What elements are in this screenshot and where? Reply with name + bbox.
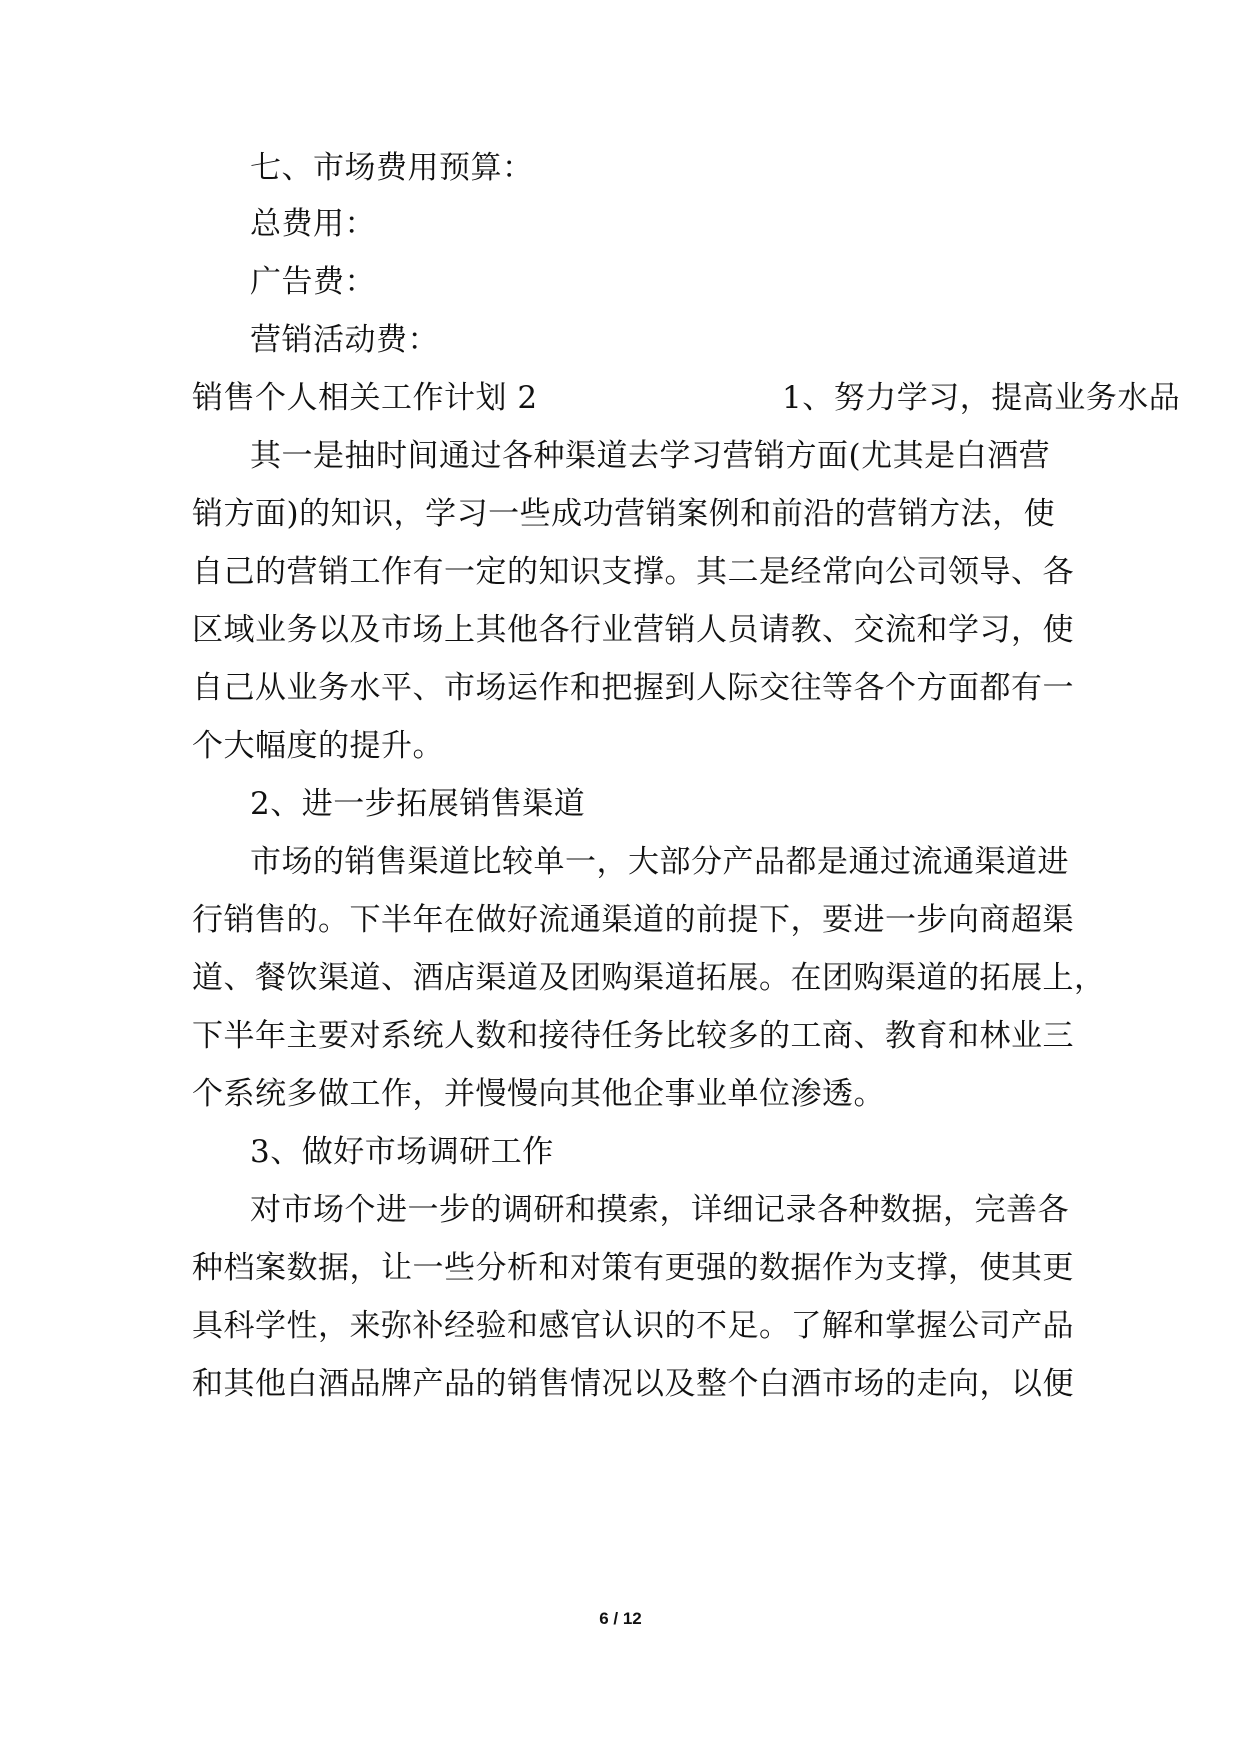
paragraph-line: 区域业务以及市场上其他各行业营销人员请教、交流和学习，使 <box>192 612 1074 648</box>
paragraph-line: 行销售的。下半年在做好流通渠道的前提下，要进一步向商超渠 <box>192 902 1074 938</box>
paragraph-line: 其一是抽时间通过各种渠道去学习营销方面(尤其是白酒营 <box>250 438 1051 474</box>
paragraph-line: 销方面)的知识，学习一些成功营销案例和前沿的营销方法，使 <box>192 496 1056 532</box>
paragraph-line: 道、餐饮渠道、酒店渠道及团购渠道拓展。在团购渠道的拓展上， <box>192 960 1106 996</box>
paragraph-line: 种档案数据，让一些分析和对策有更强的数据作为支撑，使其更 <box>192 1250 1074 1286</box>
plan-title-line <box>192 378 1181 418</box>
paragraph-line: 市场的销售渠道比较单一，大部分产品都是通过流通渠道进 <box>250 844 1069 880</box>
paragraph-line: 和其他白酒品牌产品的销售情况以及整个白酒市场的走向，以便 <box>192 1366 1074 1402</box>
section-heading-budget: 七、市场费用预算： <box>250 150 534 186</box>
paragraph-line: 个系统多做工作，并慢慢向其他企事业单位渗透。 <box>192 1076 885 1112</box>
total-cost-label: 总费用： <box>250 206 376 242</box>
paragraph-line: 自己的营销工作有一定的知识支撑。其二是经常向公司领导、各 <box>192 554 1074 590</box>
paragraph-line: 自己从业务水平、市场运作和把握到人际交往等各个方面都有一 <box>192 670 1074 706</box>
subheading-2: 2、进一步拓展销售渠道 <box>250 786 586 822</box>
paragraph-line: 下半年主要对系统人数和接待任务比较多的工商、教育和林业三 <box>192 1018 1074 1054</box>
paragraph-line: 个大幅度的提升。 <box>192 728 444 764</box>
subheading-1: 1、努力学习，提高业务水品 <box>782 380 1181 416</box>
paragraph-line: 对市场个进一步的调研和摸索，详细记录各种数据，完善各 <box>250 1192 1069 1228</box>
marketing-activity-cost-label: 营销活动费： <box>250 322 439 358</box>
ad-cost-label: 广告费： <box>250 264 376 300</box>
subheading-3: 3、做好市场调研工作 <box>250 1134 554 1170</box>
page-number: 6 / 12 <box>599 1609 642 1628</box>
plan-title: 销售个人相关工作计划 2 <box>192 380 538 416</box>
paragraph-line: 具科学性，来弥补经验和感官认识的不足。了解和掌握公司产品 <box>192 1308 1074 1344</box>
